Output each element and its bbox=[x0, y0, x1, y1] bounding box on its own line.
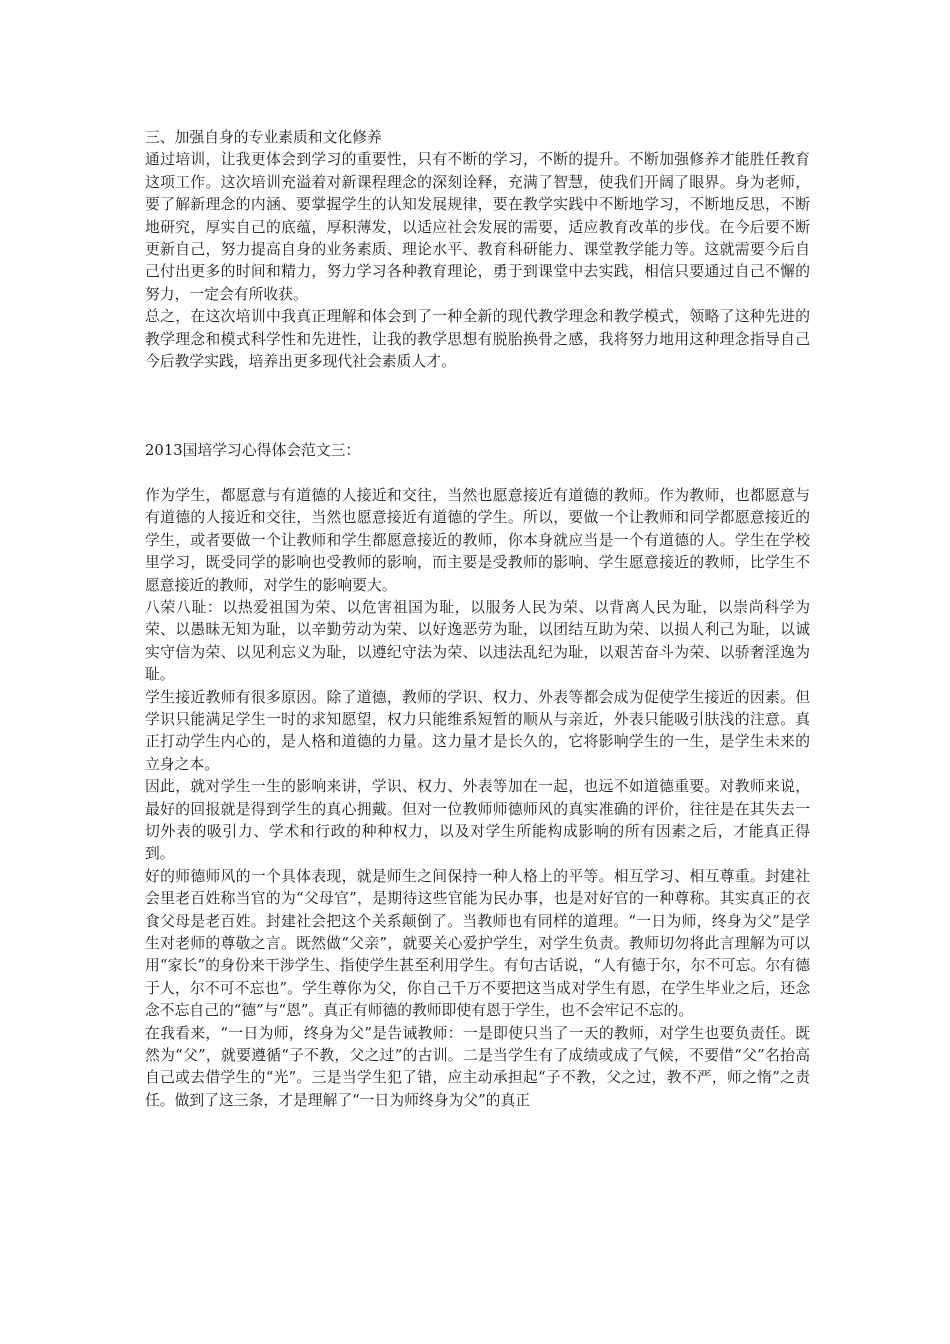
essay-paragraph: 作为学生，都愿意与有道德的人接近和交往，当然也愿意接近有道德的教师。作为教师，也都愿意与有道德的人接近和交往，当然也愿意接近有道德的学生。所以，要做一个让教师和同学都愿意接近的学生，或者要做一个让教师和学生都愿意接近的教师，你本身就应当是一个有道德的人。学生在学校里学习，既受同学的影响也受教师的影响，而主要是受教师的影响、学生愿意接近的教师，比学生不愿意接近的教师，对学生的影响要大。 bbox=[145, 486, 810, 594]
essay-paragraph: 学生接近教师有很多原因。除了道德，教师的学识、权力、外表等都会成为促使学生接近的因素。但学识只能满足学生一时的求知愿望，权力只能维系短暂的顺从与亲近，外表只能吸引肤浅的注意。真正打动学生内心的，是人格和道德的力量。这力量才是长久的，它将影响学生的一生，是学生未来的立身之本。 bbox=[145, 688, 810, 773]
section-heading: 三、加强自身的专业素质和文化修养 bbox=[145, 129, 382, 146]
spacer bbox=[145, 373, 810, 440]
section-paragraph-training: 通过培训，让我更体会到学习的重要性，只有不断的学习，不断的提升。不断加强修养才能胜任教育这项工作。这次培训充溢着对新课程理念的深刻诠释，充满了智慧，使我们开阔了眼界。身为老师，要了解新理念的内涵、要掌握学生的认知发展规律，要在教学实践中不断地学习，不断地反思，不断地研究，厚实自己的底蕴，厚积薄发，以适应社会发展的需要，适应教育改革的步伐。在今后要不断更新自己，努力提高自身的业务素质、理论水平、教育科研能力、课堂教学能力等。这就需要今后自己付出更多的时间和精力，努力学习各种教育理论，勇于到课堂中去实践，相信只要通过自己不懈的努力，一定会有所收获。 bbox=[145, 151, 810, 303]
essay-paragraph: 因此，就对学生一生的影响来讲，学识、权力、外表等加在一起，也远不如道德重要。对教师来说，最好的回报就是得到学生的真心拥戴。但对一位教师师德师风的真实准确的评价，往往是在其失去一切外表的吸引力、学术和行政的种种权力，以及对学生所能构成影响的所有因素之后，才能真正得到。 bbox=[145, 778, 810, 863]
essay-paragraph: 好的师德师风的一个具体表现，就是师生之间保持一种人格上的平等。相互学习、相互尊重。封建社会里老百姓称当官的为“父母官”，是期待这些官能为民办事，也是对好官的一种尊称。其实真正的衣食父母是老百姓。封建社会把这个关系颠倒了。当教师也有同样的道理。“一日为师，终身为父”是学生对老师的尊敬之言。既然做“父亲”，就要关心爱护学生，对学生负责。教师切勿将此言理解为可以用“家长”的身份来干涉学生、指使学生甚至利用学生。有句古话说，“人有德于尔，尔不可忘。尔有德于人，尔不可不忘也”。学生尊你为父，你自己千万不要把这当成对学生有恩，在学生毕业之后，还念念不忘自己的“德”与“恩”。真正有师德的教师即使有恩于学生，也不会牢记不忘的。 bbox=[145, 867, 810, 1020]
essay-title: 2013国培学习心得体会范文三： bbox=[145, 442, 361, 460]
section-paragraph-conclusion: 总之，在这次培训中我真正理解和体会到了一种全新的现代教学理念和教学模式，领略了这种先进的教学理念和模式科学性和先进性，让我的教学思想有脱胎换骨之感，我将努力地用这种理念指导自己今后教学实践，培养出更多现代社会素质人才。 bbox=[145, 308, 810, 371]
spacer bbox=[145, 463, 810, 485]
essay-paragraph: 在我看来，“一日为师，终身为父”是告诫教师：一是即使只当了一天的教师，对学生也要负责任。既然为“父”，就要遵循“子不教，父之过”的古训。二是当学生有了成绩或成了气候，不要借“父”名抬高自己或去借学生的“光”。三是当学生犯了错，应主动承担起“子不教，父之过，教不严，师之惰”之责任。做到了这三条，才是理解了“一日为师终身为父”的真正 bbox=[145, 1024, 810, 1109]
document-page bbox=[145, 127, 810, 1112]
essay-paragraph: 八荣八耻：以热爱祖国为荣、以危害祖国为耻，以服务人民为荣、以背离人民为耻，以崇尚科学为荣、以愚昧无知为耻，以辛勤劳动为荣、以好逸恶劳为耻，以团结互助为荣、以损人利己为耻，以诚实守信为荣、以见利忘义为耻，以遵纪守法为荣、以违法乱纪为耻，以艰苦奋斗为荣、以骄奢淫逸为耻。 bbox=[145, 598, 810, 684]
